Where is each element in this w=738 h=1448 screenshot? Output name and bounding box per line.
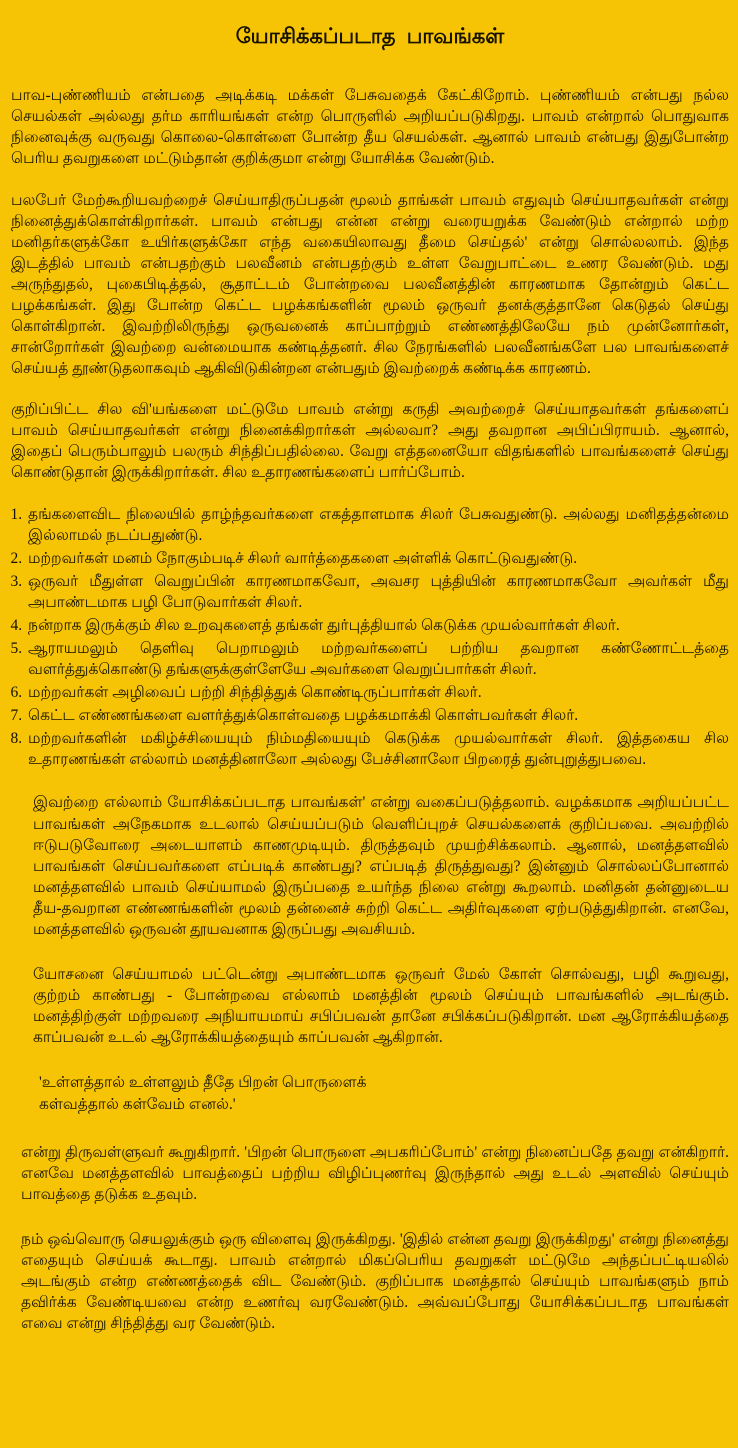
list-item: 2. மற்றவர்கள் மனம் நோகும்படிச் சிலர் வார்த்தைகளை அள்ளிக் கொட்டுவதுண்டு. <box>26 548 729 569</box>
list-item: 4. நன்றாக இருக்கும் சில உறவுகளைத் தங்கள் துர்புத்தியால் கெடுக்க முயல்வார்கள் சிலர். <box>26 615 729 636</box>
kural-quote <box>39 1072 729 1115</box>
list-item: 6. மற்றவர்கள் அழிவைப் பற்றி சிந்தித்துக் கொண்டிருப்பார்கள் சிலர். <box>26 682 729 703</box>
discussion-paragraph-1: இவற்றை எல்லாம் யோசிக்கப்படாத பாவங்கள்' என்று வகைப்படுத்தலாம். வழக்கமாக அறியப்பட்ட பாவங்கள் அநேகமாக உடலால் செய்யப்படும் வெளிப்புறச் செயல்களைக் குறிப்பவை. அவற்றில் ஈடுபடுவோரை அடையாளம் காணமுடியும். திருத்தவும் முயற்சிக்கலாம். ஆனால், மனத்தளவில் பாவங்கள் செய்பவர்களை எப்படிக் காண்பது? எப்படித் திருத்துவது? இன்னும் சொல்லப்போனால் மனத்தளவில் பாவம் செய்யாமல் இருப்பதை உயர்ந்த நிலை என்று கூறலாம். மனிதன் தன்னுடைய தீய-தவறான எண்ணங்களின் மூலம் தன்னைச் சுற்றி கெட்ட அதிர்வுகளை ஏற்படுத்துகிறான். எனவே, மனத்தளவில் ஒருவன் தூயவனாக இருப்பது அவசியம். <box>33 794 729 938</box>
discussion-paragraph-2: யோசனை செய்யாமல் பட்டென்று அபாண்டமாக ஒருவர் மேல் கோள் சொல்வது, பழி கூறுவது, குற்றம் காண்பது - போன்றவை எல்லாம் மனத்தின் மூலம் செய்யும் பாவங்களில் அடங்கும். மனத்திற்குள் மற்றவரை அநியாயமாய் சபிப்பவன் தானே சபிக்கப்படுகிறான். மன ஆரோக்கியத்தை காப்பவன் உடல் ஆரோக்கியத்தையும் காப்பவன் ஆகிறான். <box>33 966 729 1047</box>
intro-paragraph-3: குறிப்பிட்ட சில வி'யங்களை மட்டுமே பாவம் என்று கருதி அவற்றைச் செய்யாதவர்கள் தங்களைப் பாவம் செய்யாதவர்கள் என்று நினைக்கிறார்கள் அல்லவா? அது தவறான அபிப்பிராயம். ஆனால், இதைப் பெரும்பாலும் பலரும் சிந்திப்பதில்லை. வேறு எத்தனையோ விதங்களில் பாவங்களைச் செய்து கொண்டுதான் இருக்கிறார்கள். சில உதாரணங்களைப் பார்ப்போம். <box>11 401 729 482</box>
list-item: 8. மற்றவர்களின் மகிழ்ச்சியையும் நிம்மதியையும் கெடுக்க முயல்வார்கள் சிலர். இத்தகைய சில உதாரணங்கள் எல்லாம் மனத்தினாலோ அல்லது பேச்சினாலோ பிறரைத் துன்புறுத்துபவை. <box>26 728 729 770</box>
quote-line-1: 'உள்ளத்தால் உள்ளலும் தீதே பிறன் பொருளைக் <box>39 1074 367 1092</box>
list-item: 7. கெட்ட எண்ணங்களை வளர்த்துக்கொள்வதை பழக்கமாக்கி கொள்பவர்கள் சிலர். <box>26 705 729 726</box>
intro-paragraph-2: பலபேர் மேற்கூறியவற்றைச் செய்யாதிருப்பதன் மூலம் தாங்கள் பாவம் எதுவும் செய்யாதவர்கள் என்று நினைத்துக்கொள்கிறார்கள். பாவம் என்பது என்ன என்று வரையறுக்க வேண்டும் என்றால் மற்ற மனிதர்களுக்கோ உயிர்களுக்கோ எந்த வகையிலாவது தீமை செய்தல்' என்று சொல்லலாம். இந்த இடத்தில் பாவம் என்பதற்கும் பலவீனம் என்பதற்கும் உள்ள வேறுபாட்டை உணர வேண்டும். மது அருந்துதல், புகைபிடித்தல், சூதாட்டம் போன்றவை பலவீனத்தின் காரணமாக தோன்றும் கெட்ட பழக்கங்கள். இது போன்ற கெட்ட பழக்கங்களின் மூலம் ஒருவர் தனக்குத்தானே கெடுதல் செய்து கொள்கிறான். இவற்றிலிருந்து ஒருவனைக் காப்பாற்றும் எண்ணத்திலேயே நம் முன்னோர்கள், சான்றோர்கள் இவற்றை வன்மையாக கண்டித்தனர். சில நேரங்களில் பலவீனங்களே பல பாவங்களைச் செய்யத் தூண்டுதலாகவும் ஆகிவிடுகின்றன என்பதும் இவற்றைக் கண்டிக்க காரணம். <box>11 191 729 378</box>
list-item: 5. ஆராயமலும் தெளிவு பெறாமலும் மற்றவர்களைப் பற்றிய தவறான கண்ணோட்டத்தை வளர்த்துக்கொண்டு தங்களுக்குள்ளேயே அவர்களை வெறுப்பார்கள் சிலர். <box>26 638 729 680</box>
list-item: 3. ஒருவர் மீதுள்ள வெறுப்பின் காரணமாகவோ, அவசர புத்தியின் காரணமாகவோ அவர்கள் மீது அபாண்டமாக பழி போடுவார்கள் சிலர். <box>26 571 729 613</box>
closing-paragraph-1: என்று திருவள்ளுவர் கூறுகிறார். 'பிறன் பொருளை அபகரிப்போம்' என்று நினைப்பதே தவறு என்கிறார். எனவே மனத்தளவில் பாவத்தைப் பற்றிய விழிப்புணர்வு இருந்தால் அது உடல் அளவில் செய்யும் பாவத்தை தடுக்க உதவும். <box>21 1143 729 1203</box>
sins-list <box>11 504 729 771</box>
page-title: யோசிக்கப்படாத பாவங்கள் <box>235 24 505 48</box>
closing-paragraph-2: நம் ஒவ்வொரு செயலுக்கும் ஒரு விளைவு இருக்கிறது. 'இதில் என்ன தவறு இருக்கிறது' என்று நினைத்து எதையும் செய்யக் கூடாது. பாவம் என்றால் மிகப்பெரிய தவறுகள் மட்டுமே அந்தப்பட்டியலில் அடங்கும் என்ற எண்ணத்தைக் விட வேண்டும். குறிப்பாக மனத்தால் செய்யும் பாவங்களும் நாம் தவிர்க்க வேண்டியவை என்ற உணர்வு வரவேண்டும். அவ்வப்போது யோசிக்கப்படாத பாவங்கள் எவை என்று சிந்தித்து வர வேண்டும். <box>21 1230 729 1333</box>
quote-line-2: கள்வத்தால் கள்வேம் எனல்.' <box>39 1096 236 1113</box>
intro-paragraph-1: பாவ-புண்ணியம் என்பதை அடிக்கடி மக்கள் பேசுவதைக் கேட்கிறோம். புண்ணியம் என்பது நல்ல செயல்கள் அல்லது தர்ம காரியங்கள் என்ற பொருளில் அறியப்படுகிறது. பாவம் என்றால் பொதுவாக நினைவுக்கு வருவது கொலை-கொள்ளை போன்ற தீய செயல்கள். ஆனால் பாவம் என்பது இதுபோன்ற பெரிய தவறுகளை மட்டும்தான் குறிக்குமா என்று யோசிக்க வேண்டும். <box>11 87 729 168</box>
list-item: 1. தங்களைவிட நிலையில் தாழ்ந்தவர்களை எகத்தாளமாக சிலர் பேசுவதுண்டு. அல்லது மனிதத்தன்மை இல்லாமல் நடப்பதுண்டு. <box>26 504 729 546</box>
